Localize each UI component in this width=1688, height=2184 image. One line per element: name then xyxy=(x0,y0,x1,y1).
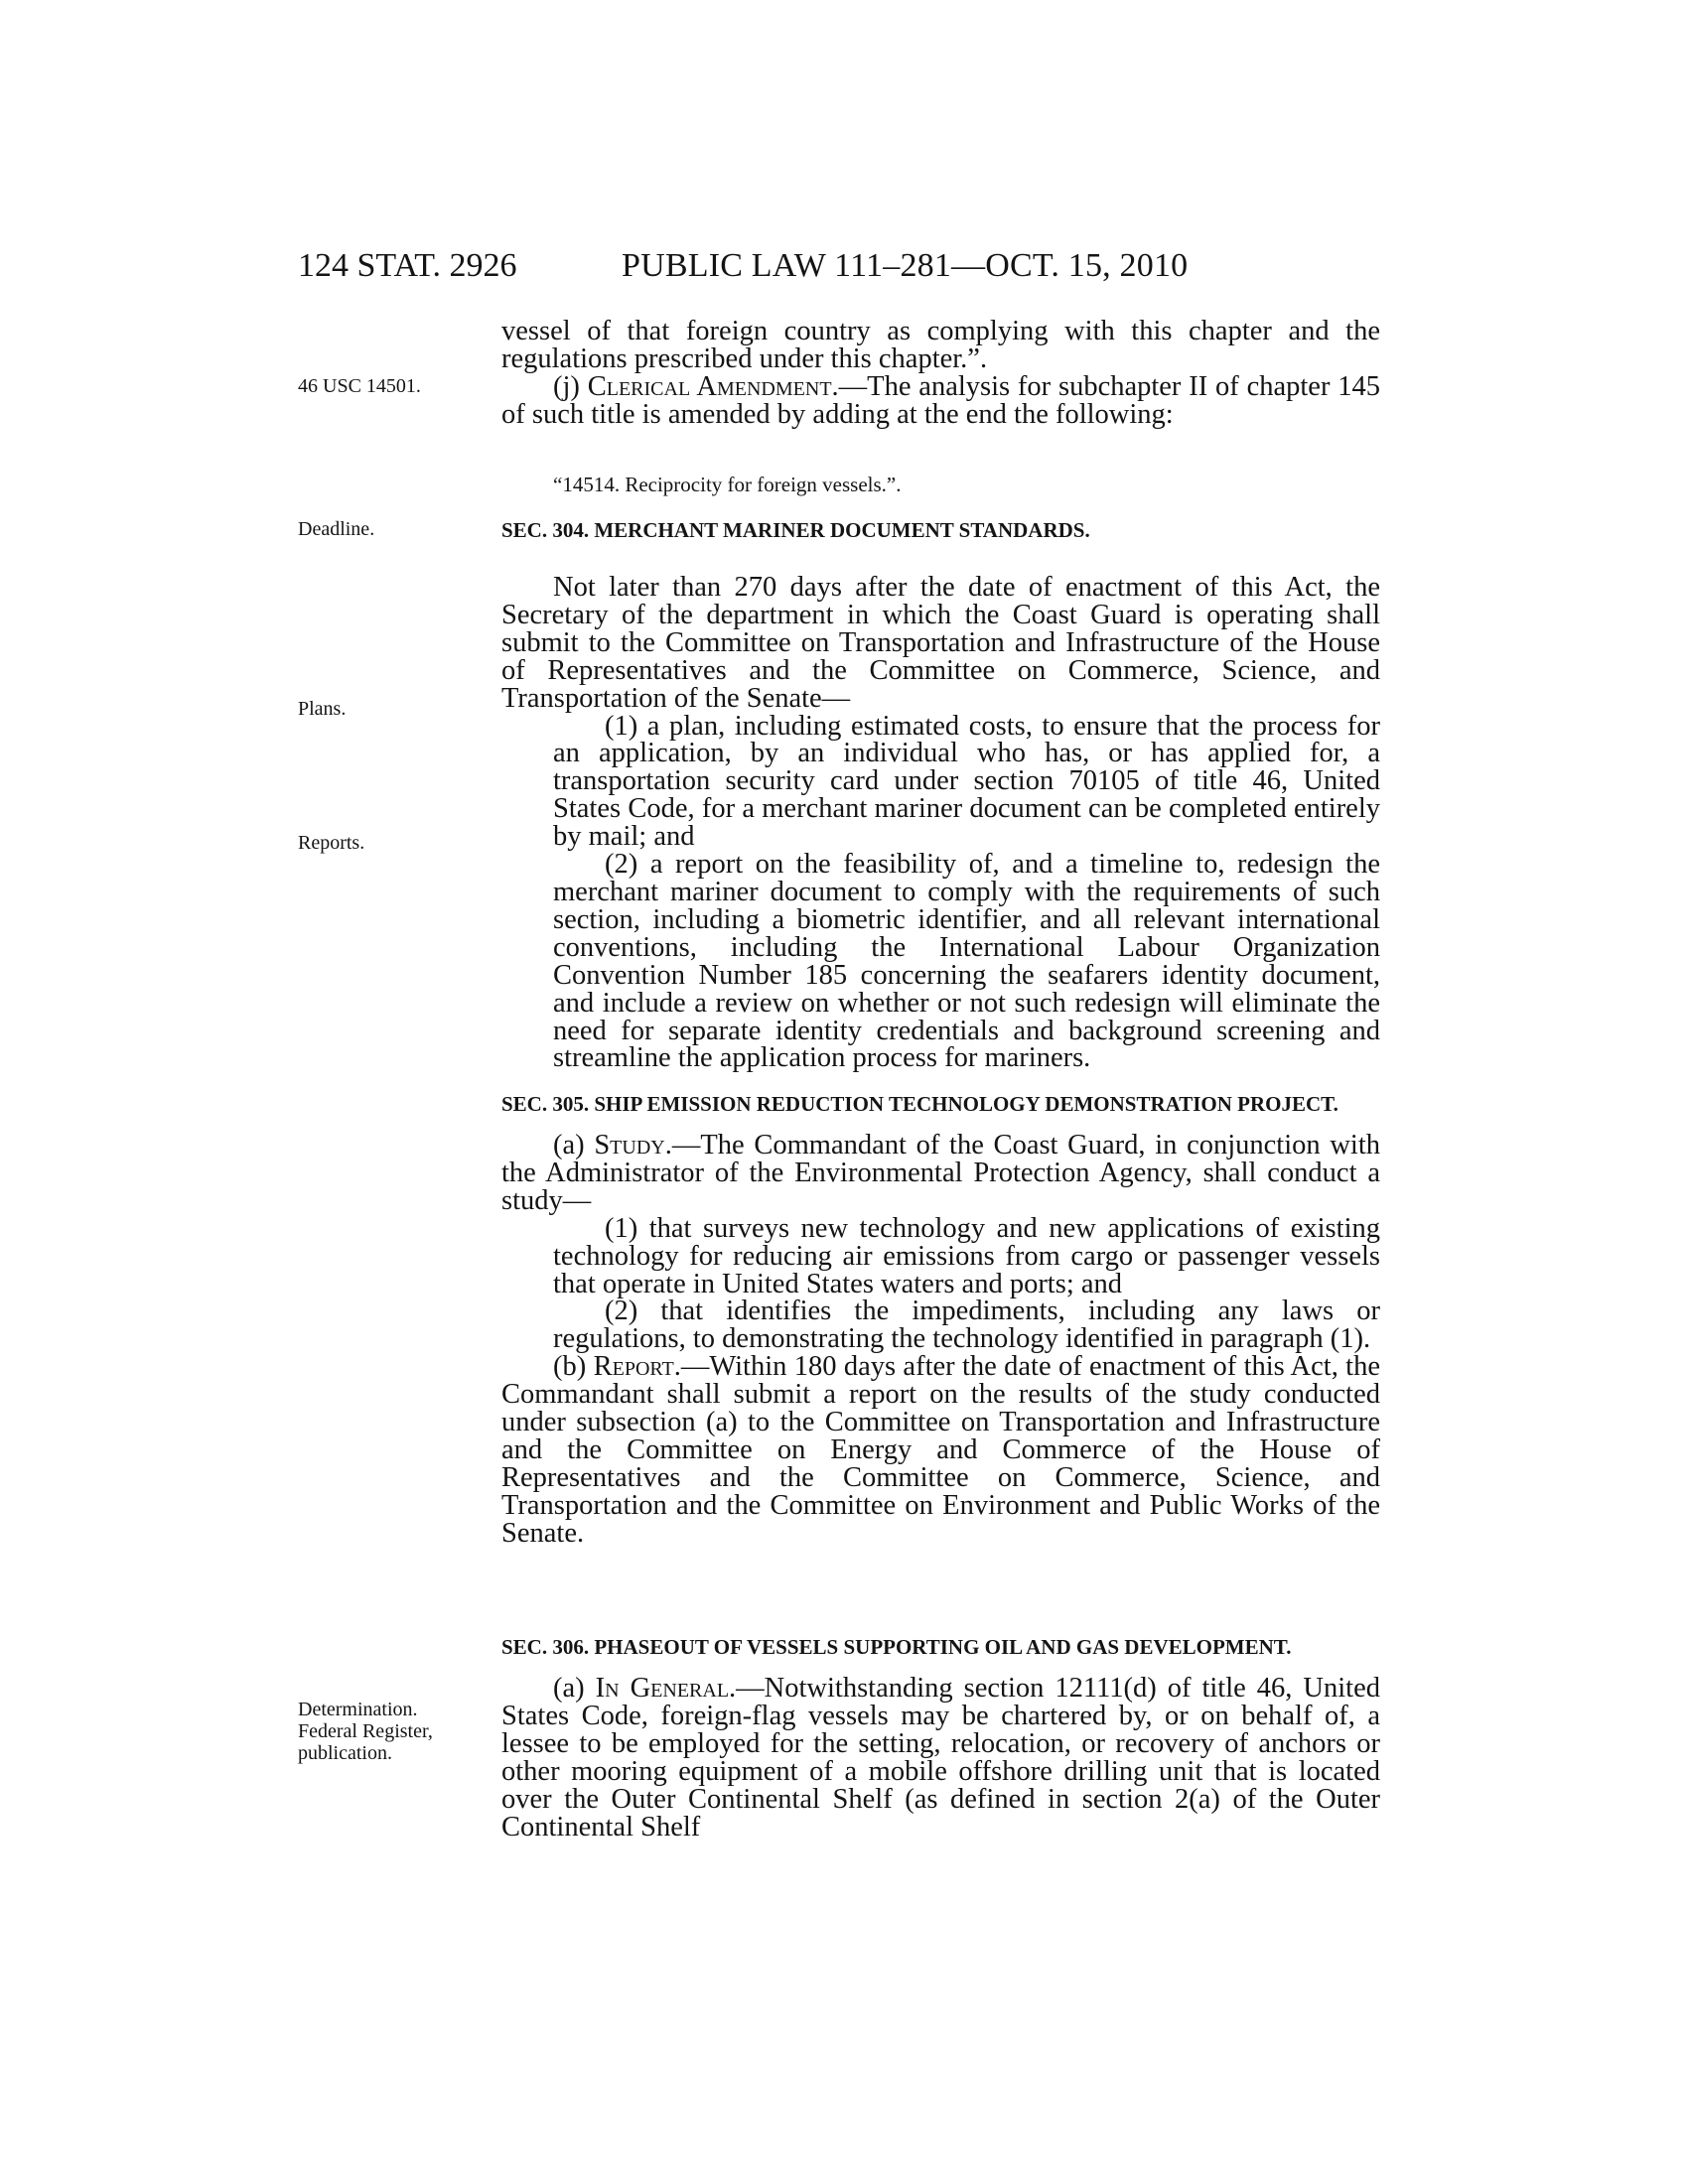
continuation-block xyxy=(501,318,1380,429)
section-304-paragraph-1: (1) a plan, including estimated costs, to ensure that the process for an application, by an individual who has, or has applied for, a transportation security card under section 70105 of title 46, United States Code, for a merchant mariner document can be completed entirely by mail; and xyxy=(553,710,1380,853)
continued-paragraph: vessel of that foreign country as complying with this chapter and the regulations prescribed under this chapter.”. xyxy=(501,316,1380,374)
section-306-a-label: (a) xyxy=(553,1673,596,1704)
margin-note-deadline: Deadline. xyxy=(298,518,375,540)
subsection-j-text: .—The analysis for subchapter II of chapter 145 of such title is amended by adding at the end the following: xyxy=(501,370,1381,430)
section-306-heading: SEC. 306. PHASEOUT OF VESSELS SUPPORTING OIL AND GAS DEVELOPMENT. xyxy=(501,1635,1292,1659)
section-305-a-text: .—The Commandant of the Coast Guard, in conjunction with the Administrator of the Environmental Protection Agency, shall conduct a study— xyxy=(501,1130,1380,1216)
section-305-a-paragraph-2: (2) that identifies the impediments, including any laws or regulations, to demonstrating the technology identified in paragraph (1). xyxy=(553,1296,1380,1355)
margin-note-determination-line: Determination. xyxy=(298,1699,418,1720)
clerical-amendment-quote: “14514. Reciprocity for foreign vessels.”. xyxy=(553,473,902,496)
subsection-j xyxy=(501,370,1381,430)
margin-note-plans: Plans. xyxy=(298,698,347,720)
section-304 xyxy=(501,518,1380,1072)
section-305-subsection-b xyxy=(501,1353,1380,1547)
section-305-a-paragraph-1: (1) that surveys new technology and new applications of existing technology for reducing air emissions from cargo or passenger vessels that operate in United States waters and ports; and xyxy=(553,1212,1380,1299)
section-306-subsection-a xyxy=(501,1675,1380,1841)
margin-note-federal-register-line: Federal Register, xyxy=(298,1720,433,1742)
section-305-b-text: .—Within 180 days after the date of enactment of this Act, the Commandant shall submit a report on the results of the study conducted under subsection (a) to the Committee on Transportation and Infrastructure and the Committee on Energy and Commerce of the House of Representatives and the Committee on Commerce, Science, and Transportation and the Committee on Environment and Public Works of the Senate. xyxy=(501,1351,1380,1549)
stat-page-number: 124 STAT. 2926 xyxy=(298,247,517,284)
section-304-heading: SEC. 304. MERCHANT MARINER DOCUMENT STANDARDS. xyxy=(501,518,1090,542)
section-305 xyxy=(501,1092,1380,1548)
margin-note-publication-line: publication. xyxy=(298,1742,392,1764)
section-304-paragraph-2: (2) a report on the feasibility of, and a timeline to, redesign the merchant mariner document to comply with the requirements of such section, including a biometric identifier, and all relevant international conventions, including the International Labour Organization Convention Number 185 concerning the seafarers identity document, and include a review on whether or not such redesign will eliminate the need for separate identity credentials and background screening and streamline the application process for mariners. xyxy=(553,849,1380,1074)
section-305-b-label: (b) xyxy=(553,1351,594,1383)
margin-note-determination xyxy=(298,1699,487,1764)
section-305-a-label: (a) xyxy=(553,1130,595,1160)
section-304-intro: Not later than 270 days after the date of enactment of this Act, the Secretary of the department in which the Coast Guard is operating shall submit to the Committee on Transportation and Infrastructure of the House of Representatives and the Committee on Commerce, Science, and Transportation of the Senate— xyxy=(501,572,1380,714)
section-305-heading: SEC. 305. SHIP EMISSION REDUCTION TECHNOLOGY DEMONSTRATION PROJECT. xyxy=(501,1092,1338,1116)
section-306-a-text: .—Notwithstanding section 12111(d) of title 46, United States Code, foreign-flag vessels may be chartered by, or on behalf of, a lessee to be employed for the setting, relocation, or recovery of anchors or other mooring equipment of a mobile offshore drilling unit that is located over the Outer Continental Shelf (as defined in section 2(a) of the Outer Continental Shelf xyxy=(501,1673,1380,1843)
section-306 xyxy=(501,1635,1380,1841)
section-305-a-heading: Study xyxy=(594,1130,665,1160)
subsection-j-heading: Clerical Amendment xyxy=(587,370,832,402)
margin-note-reports: Reports. xyxy=(298,832,365,854)
clerical-quote-block xyxy=(501,473,1380,496)
running-header-title: PUBLIC LAW 111–281—OCT. 15, 2010 xyxy=(622,247,1189,284)
margin-note-usc: 46 USC 14501. xyxy=(298,375,421,397)
section-306-a-heading: In General xyxy=(595,1673,730,1704)
section-305-b-heading: Report xyxy=(593,1351,674,1383)
subsection-j-label: (j) xyxy=(553,370,588,402)
section-305-subsection-a xyxy=(501,1132,1380,1215)
